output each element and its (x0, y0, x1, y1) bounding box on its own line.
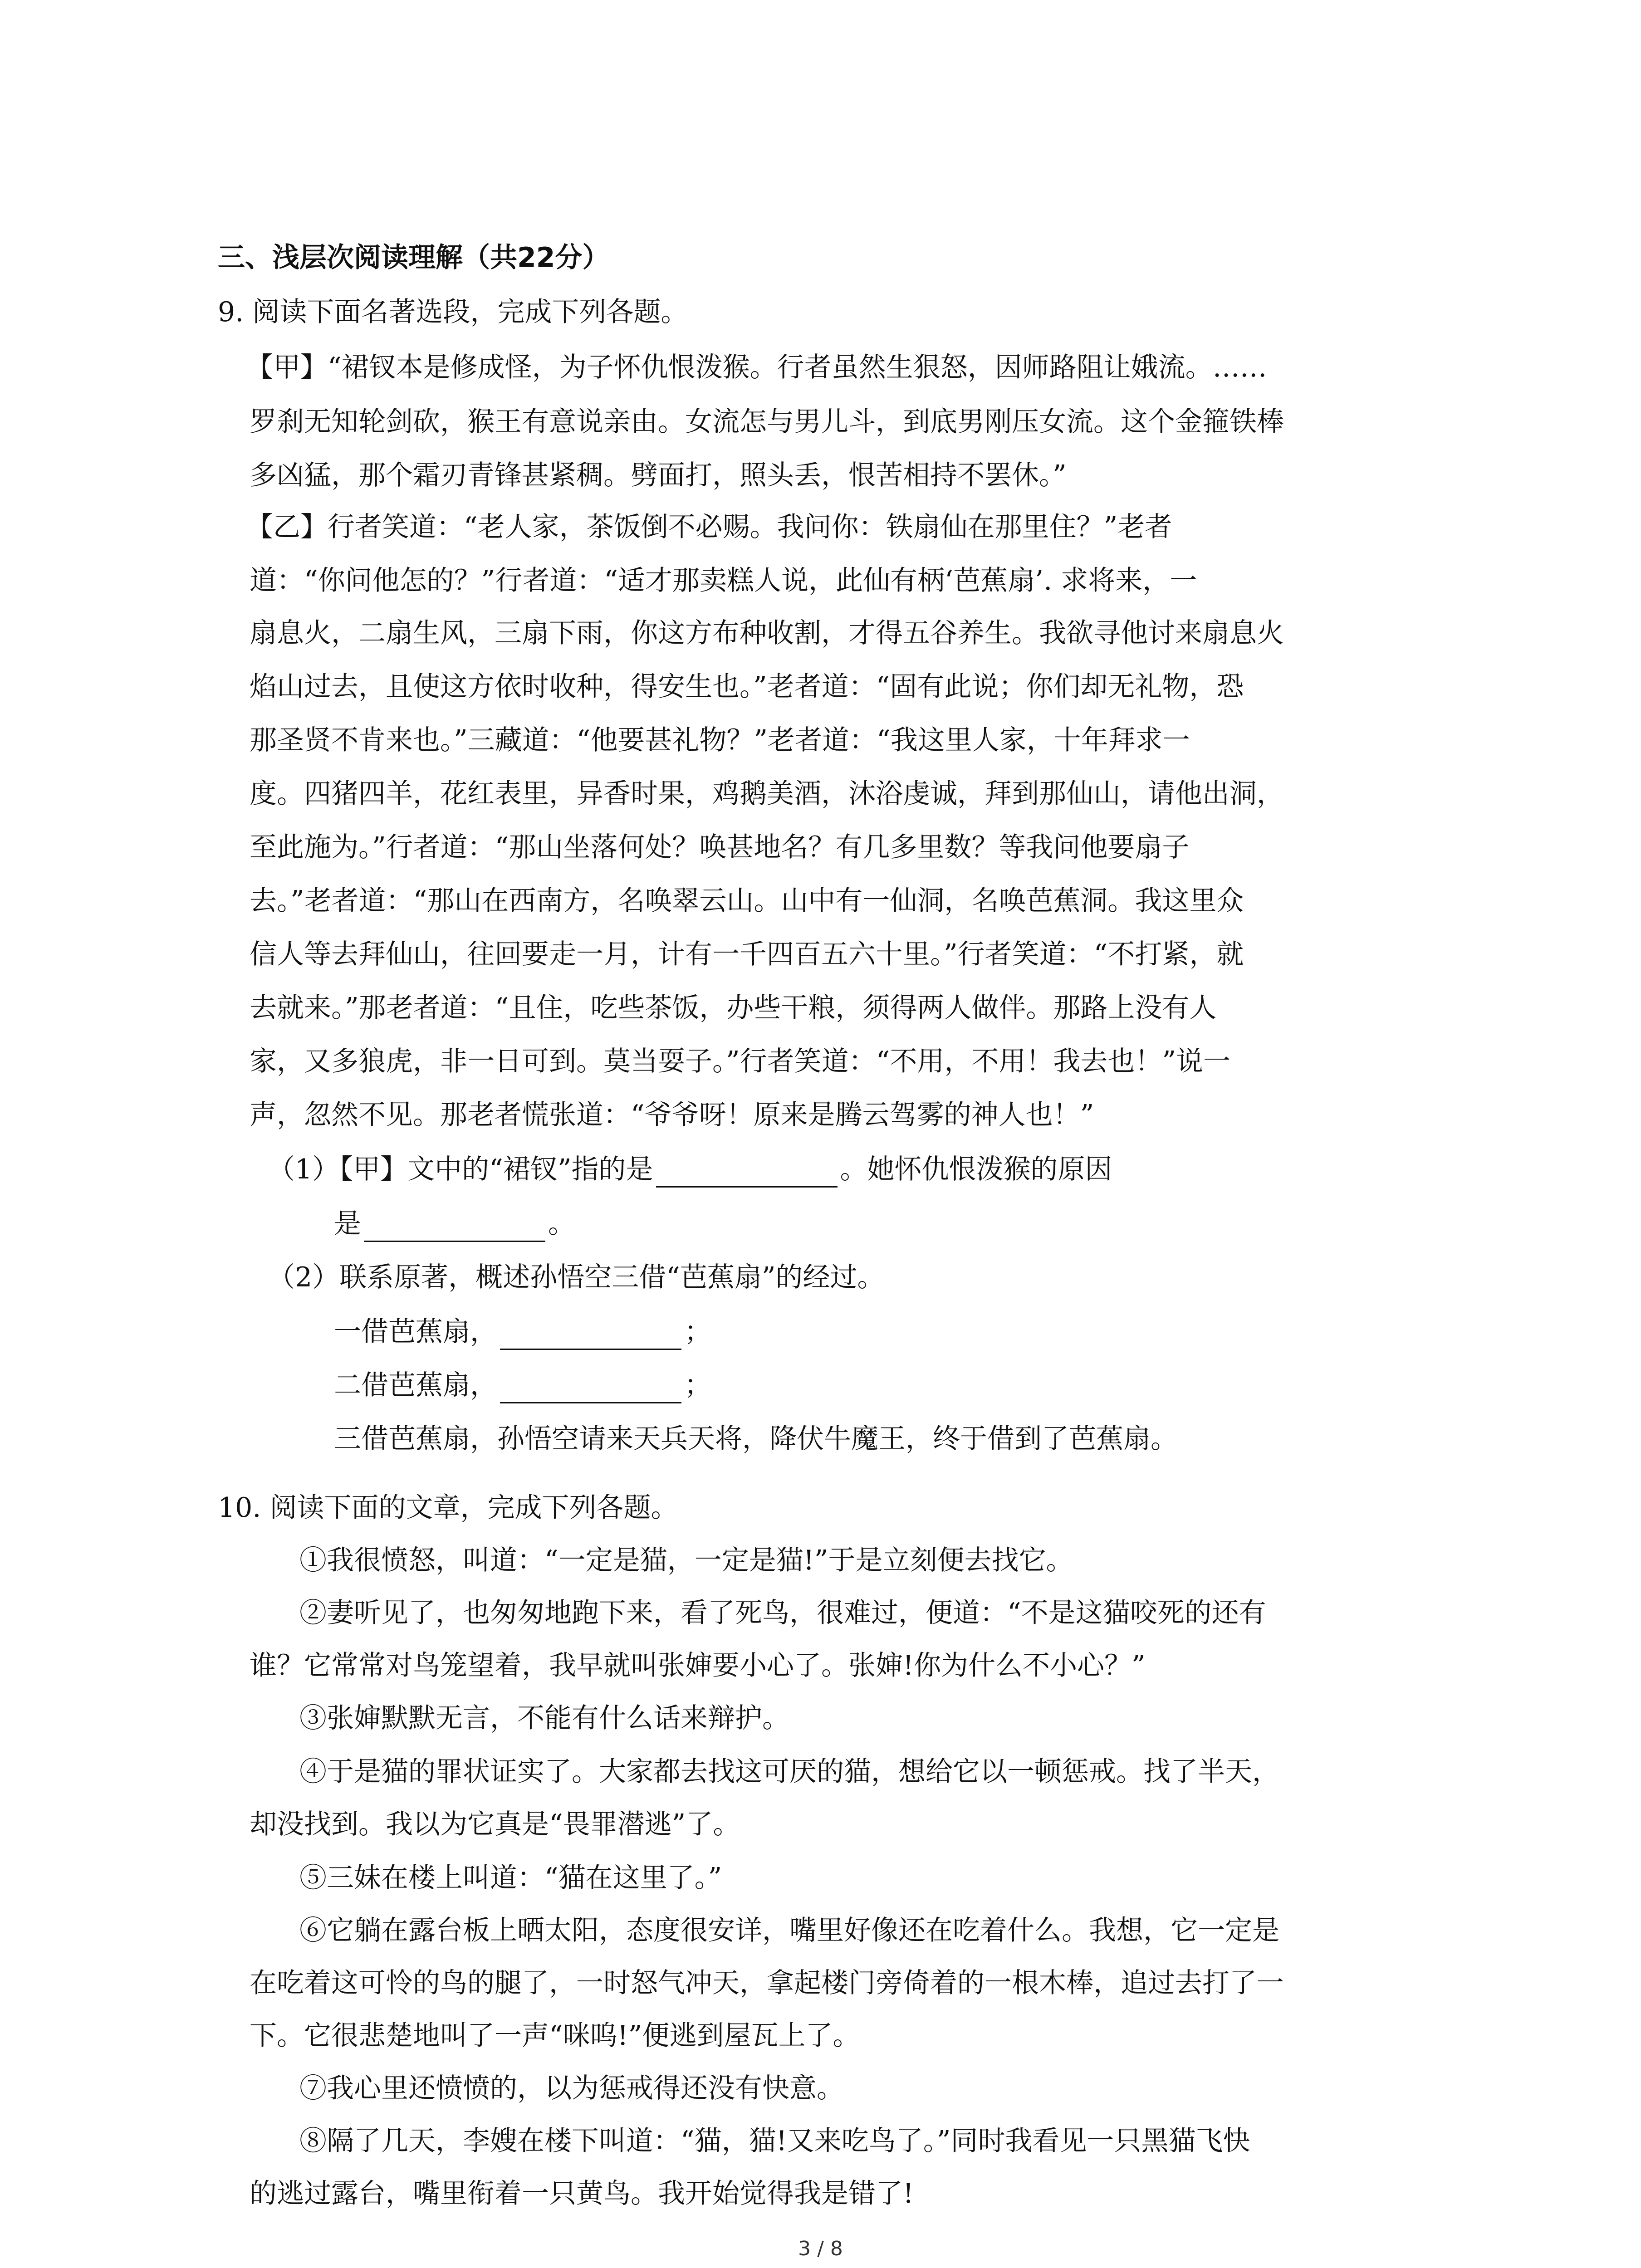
yi-line-1: 【乙】行者笑道：“老人家，茶饭倒不必赐。我问你：铁扇仙在那里住？”老者 (246, 511, 1172, 543)
q10-paragraph-8-line-2: 的逃过露台，嘴里衔着一只黄鸟。我开始觉得我是错了! (250, 2178, 914, 2209)
jia-line-2: 罗刹无知轮剑砍，猴王有意说亲由。女流怎与男儿斗，到底男刚压女流。这个金箍铁棒 (250, 406, 1284, 438)
yi-line-4: 焰山过去，且使这方依时收种，得安生也。”老者道：“固有此说；你们却无礼物，恐 (250, 671, 1244, 703)
yi-line-11: 家，又多狼虎，非一日可到。莫当耍子。”行者笑道：“不用，不用！我去也！”说一 (250, 1046, 1231, 1077)
q10-paragraph-3: ③张婶默默无言，不能有什么话来辩护。 (299, 1702, 789, 1734)
question-9-stem: 9. 阅读下面名著选段，完成下列各题。 (218, 296, 688, 328)
second-semicolon: ； (684, 1369, 711, 1401)
sub1-text-a: （1）【甲】文中的“裙钗”指的是 (268, 1154, 653, 1185)
first-semicolon: ； (684, 1316, 711, 1348)
sub1-text-b: 。她怀仇恨泼猴的原因 (840, 1154, 1112, 1185)
q10-paragraph-8-line-1: ⑧隔了几天，李嫂在楼下叫道：“猫，猫!又来吃鸟了。”同时我看见一只黑猫飞快 (299, 2125, 1250, 2157)
q10-paragraph-6-line-3: 下。它很悲楚地叫了一声“咪呜!”便逃到屋瓦上了。 (250, 2020, 860, 2052)
answer-blank-1[interactable] (656, 1158, 838, 1188)
yi-line-9: 信人等去拜仙山，往回要走一月，计有一千四百五六十里。”行者笑道：“不打紧，就 (250, 938, 1244, 970)
yi-line-10: 去就来。”那老者道：“且住，吃些茶饭，办些干粮，须得两人做伴。那路上没有人 (250, 992, 1217, 1024)
q10-paragraph-6-line-2: 在吃着这可怜的鸟的腿了，一时怒气冲天，拿起楼门旁倚着的一根木棒，追过去打了一 (250, 1967, 1284, 1999)
sub-question-2-first (334, 1314, 711, 1350)
q10-paragraph-6-line-1: ⑥它躺在露台板上晒太阳，态度很安详，嘴里好像还在吃着什么。我想，它一定是 (299, 1915, 1279, 1946)
q10-paragraph-2-line-2: 谁？它常常对鸟笼望着，我早就叫张婶要小心了。张婶!你为什么不小心？” (250, 1650, 1146, 1681)
yi-line-2: 道：“你问他怎的？”行者道：“适才那卖糕人说，此仙有柄‘芭蕉扇’. 求将来，一 (250, 565, 1197, 596)
yi-line-7: 至此施为。”行者道：“那山坐落何处？唤甚地名？有几多里数？等我问他要扇子 (250, 831, 1190, 863)
answer-blank-2[interactable] (364, 1212, 545, 1242)
sub-question-1-line-1 (268, 1151, 1112, 1188)
sub-question-2-third: 三借芭蕉扇，孙悟空请来天兵天将，降伏牛魔王，终于借到了芭蕉扇。 (334, 1423, 1178, 1455)
q10-paragraph-5: ⑤三妹在楼上叫道：“猫在这里了。” (299, 1862, 722, 1894)
q10-paragraph-4-line-1: ④于是猫的罪状证实了。大家都去找这可厌的猫，想给它以一顿惩戒。找了半天， (299, 1756, 1279, 1788)
q10-paragraph-2-line-1: ②妻听见了，也匆匆地跑下来，看了死鸟，很难过，便道：“不是这猫咬死的还有 (299, 1597, 1266, 1629)
section-title: 三、浅层次阅读理解（共22分） (218, 242, 610, 274)
answer-blank-3[interactable] (500, 1320, 681, 1350)
page-number: 3 / 8 (798, 2237, 843, 2260)
q10-paragraph-7: ⑦我心里还愤愤的，以为惩戒得还没有快意。 (299, 2072, 844, 2104)
yi-line-5: 那圣贤不肯来也。”三藏道：“他要甚礼物？”老者道：“我这里人家，十年拜求一 (250, 724, 1190, 756)
jia-line-1: 【甲】“裙钗本是修成怪，为子怀仇恨泼猴。行者虽然生狠怒，因师路阻让娥流。…… (246, 352, 1267, 383)
yi-line-12: 声，忽然不见。那老者慌张道：“爷爷呀！原来是腾云驾雾的神人也！” (250, 1099, 1094, 1131)
yi-line-8: 去。”老者道：“那山在西南方，名唤翠云山。山中有一仙洞，名唤芭蕉洞。我这里众 (250, 885, 1244, 917)
yi-line-6: 度。四猪四羊，花红表里，异香时果，鸡鹅美酒，沐浴虔诚，拜到那仙山，请他出洞， (250, 778, 1284, 810)
sub-question-2-stem: （2）联系原著，概述孙悟空三借“芭蕉扇”的经过。 (268, 1261, 885, 1293)
second-borrow-label: 二借芭蕉扇， (334, 1369, 497, 1401)
question-10-stem: 10. 阅读下面的文章，完成下列各题。 (218, 1492, 678, 1524)
sub-question-2-second (334, 1367, 711, 1403)
q10-paragraph-4-line-2: 却没找到。我以为它真是“畏罪潜逃”了。 (250, 1809, 740, 1840)
jia-line-3: 多凶猛，那个霜刃青锋甚紧稠。劈面打，照头丢，恨苦相持不罢休。” (250, 459, 1067, 491)
sub1-text-c: 是 (334, 1208, 361, 1240)
yi-line-3: 扇息火，二扇生风，三扇下雨，你这方布种收割，才得五谷养生。我欲寻他讨来扇息火 (250, 617, 1284, 649)
sub-question-1-line-2 (334, 1206, 575, 1242)
answer-blank-4[interactable] (500, 1374, 681, 1403)
sub1-text-d: 。 (548, 1208, 575, 1240)
q10-paragraph-1: ①我很愤怒，叫道：“一定是猫，一定是猫!”于是立刻便去找它。 (299, 1545, 1073, 1576)
first-borrow-label: 一借芭蕉扇， (334, 1316, 497, 1348)
